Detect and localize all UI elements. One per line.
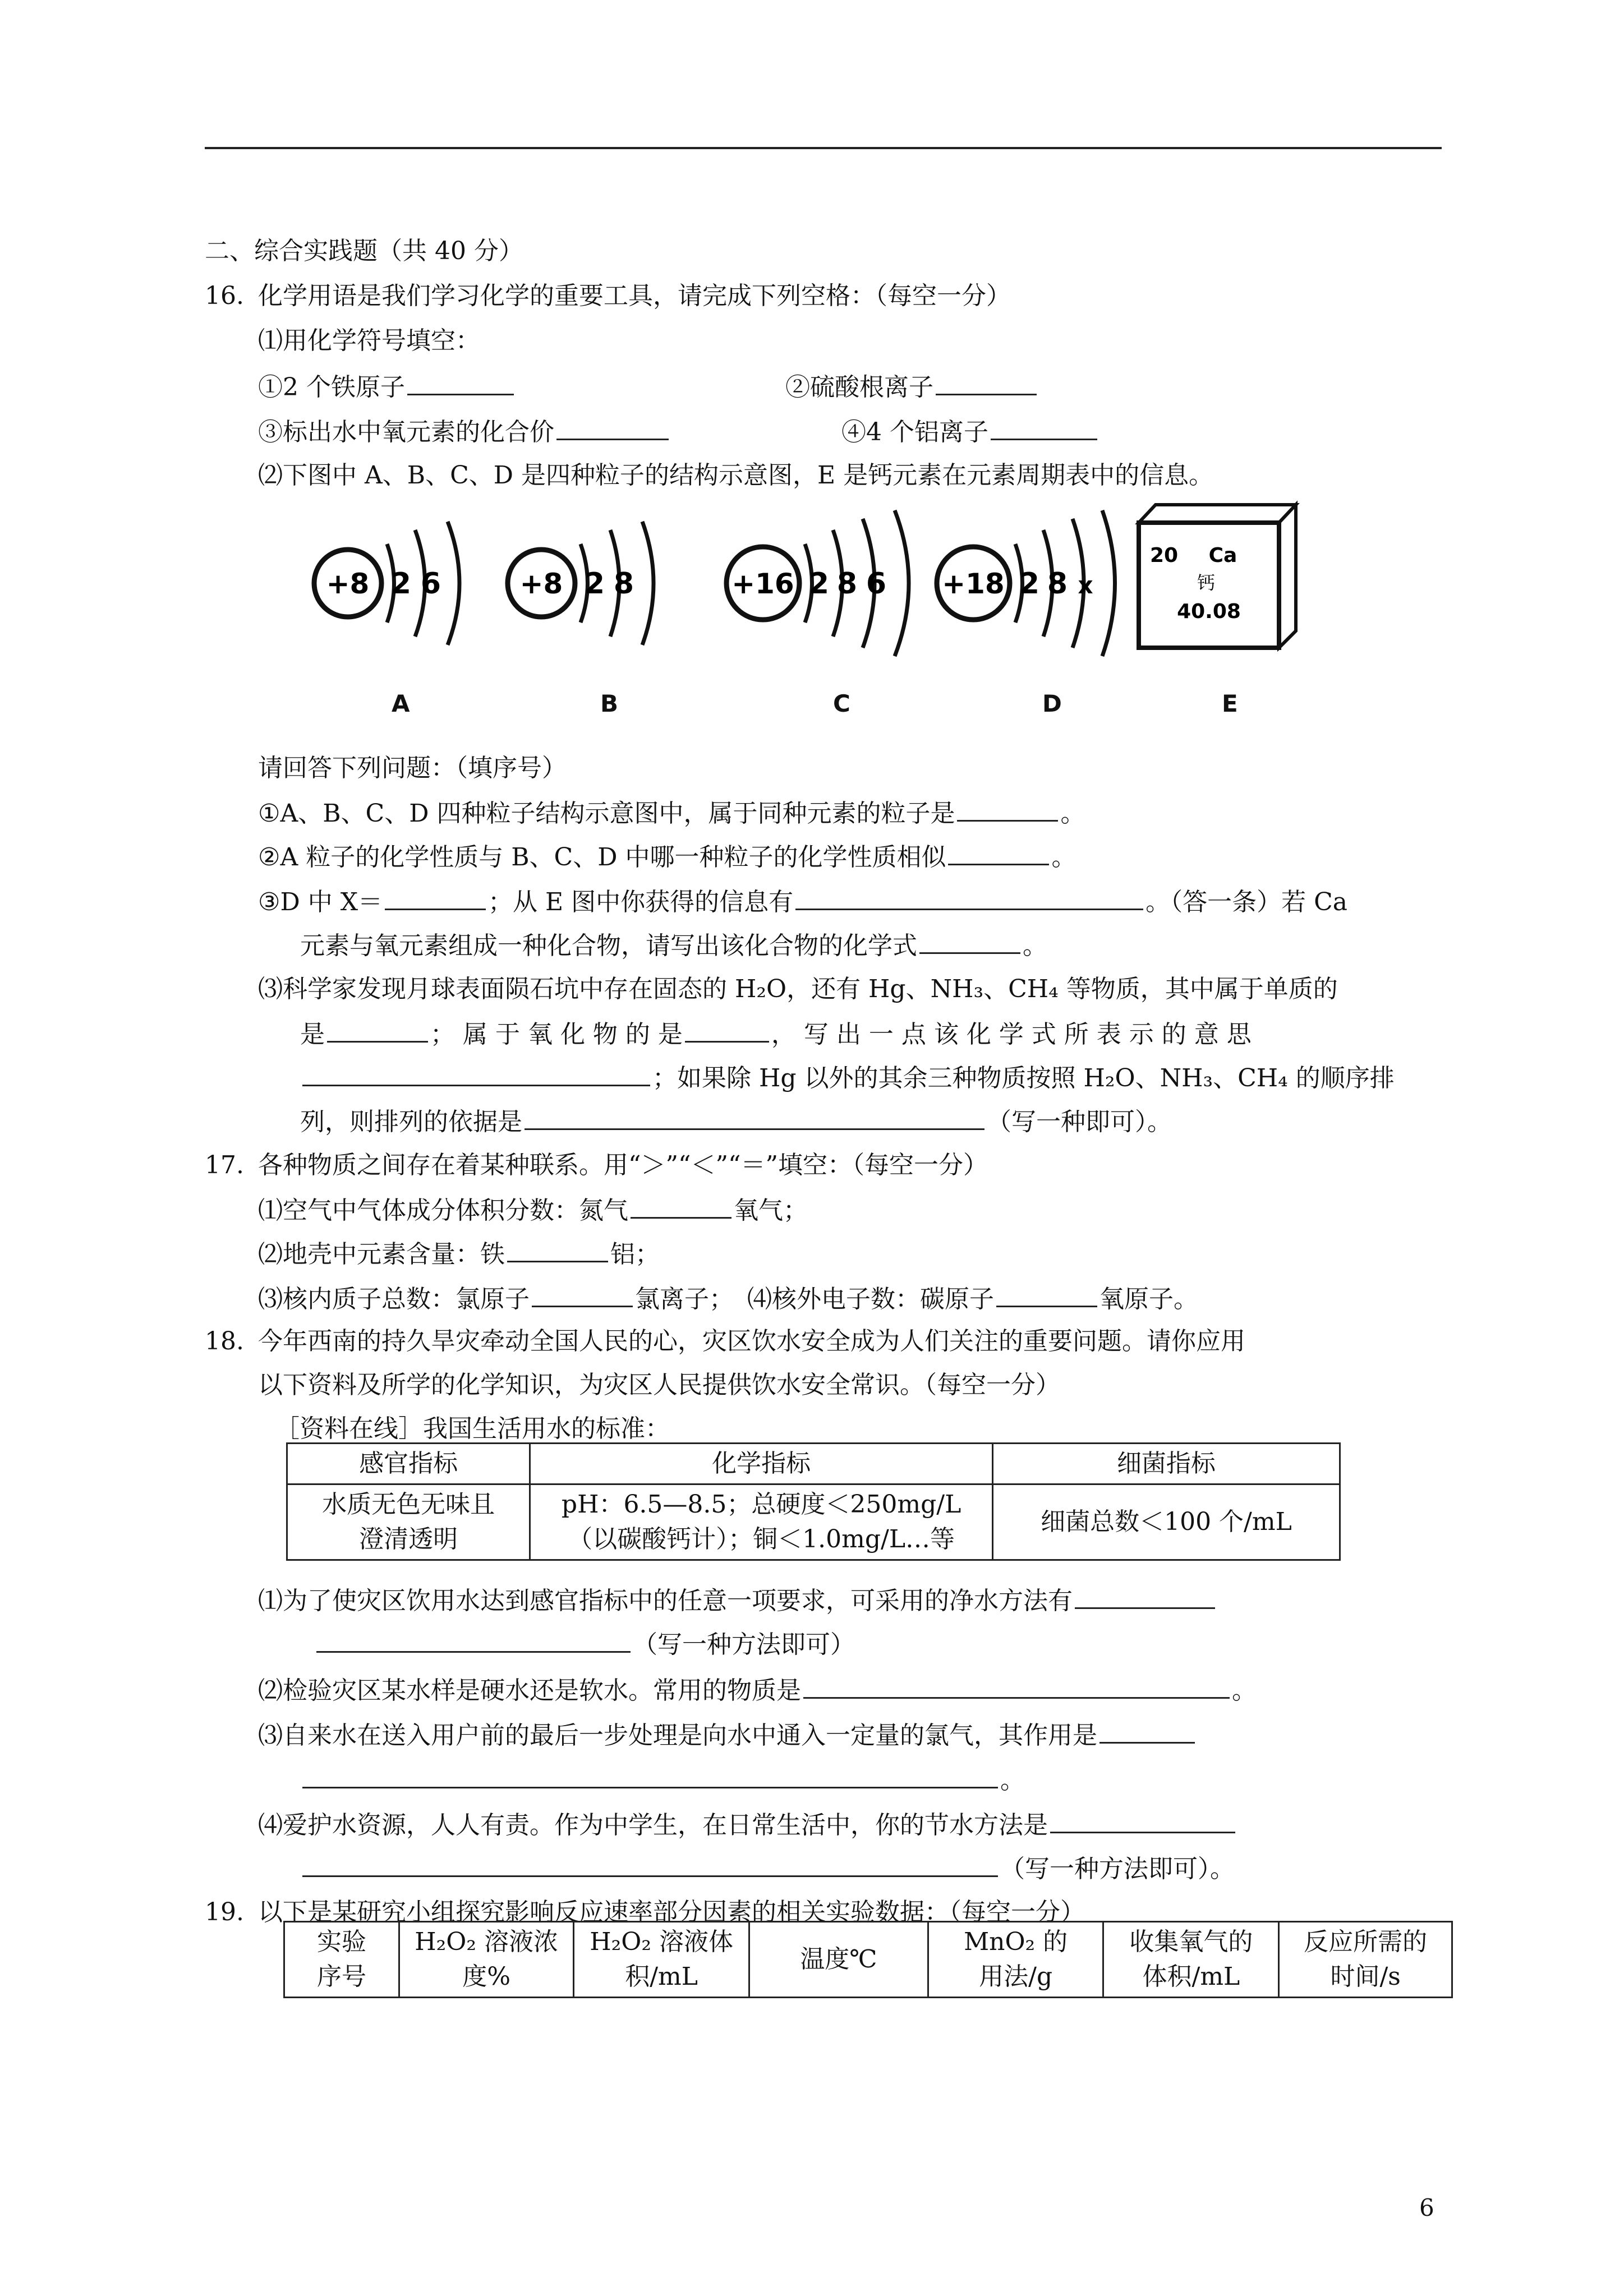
q16-part1-row2: ③标出水中氧元素的化合价 (258, 414, 671, 449)
figure-label-d: D (1042, 690, 1062, 717)
particle-structure-figure (303, 499, 1301, 740)
q16-answer1: ①A、B、C、D 四种粒子结构示意图中，属于同种元素的粒子是 。 (258, 795, 1085, 831)
particle-diagrams-svg (303, 499, 1301, 684)
question-number: 19. (205, 1898, 244, 1926)
answer-blank[interactable] (948, 839, 1049, 865)
q17-part2: ⑵地壳中元素含量：铁 铝； (258, 1236, 660, 1271)
answer-blank[interactable] (957, 795, 1058, 822)
answer-blank[interactable] (507, 1236, 608, 1262)
figure-label-e: E (1222, 690, 1238, 717)
q17-part1: ⑴空气中气体成分体积分数：氮气 氧气； (258, 1192, 808, 1228)
table-cell: 细菌总数＜100 个/mL (992, 1484, 1340, 1560)
q16-part1-row1b: ②硫酸根离子 (785, 369, 1039, 404)
figure-label-c: C (833, 690, 850, 717)
q18-part3-line1: ⑶自来水在送入用户前的最后一步处理是向水中通入一定量的氯气，其作用是 (258, 1717, 1197, 1753)
q16-answer3-line2: 元素与氧元素组成一种化合物，请写出该化合物的化学式 。 (300, 928, 1047, 963)
q18-part2: ⑵检验灾区某水样是硬水还是软水。常用的物质是 。 (258, 1672, 1257, 1708)
q16-part3-line1: ⑶科学家发现月球表面陨石坑中存在固态的 H₂O，还有 Hg、NH₃、CH₄ 等物质，其中属于单质的 (258, 975, 1338, 1003)
calcium-element-cell (1139, 505, 1296, 648)
svg-text:钙: 钙 (1197, 572, 1216, 593)
answer-blank[interactable] (795, 884, 1143, 910)
svg-text:6: 6 (420, 567, 441, 601)
svg-text:6: 6 (866, 567, 887, 601)
answer-blank[interactable] (302, 1851, 998, 1877)
q16-answer2: ②A 粒子的化学性质与 B、C、D 中哪一种粒子的化学性质相似 。 (258, 839, 1076, 874)
answer-blank[interactable] (996, 1281, 1097, 1307)
svg-text:+8: +8 (519, 568, 563, 600)
svg-text:8: 8 (613, 567, 634, 601)
answer-blank[interactable] (327, 1016, 428, 1043)
answer-blank[interactable] (936, 369, 1037, 395)
particle-a-diagram (314, 522, 459, 645)
svg-text:8: 8 (1047, 567, 1068, 601)
svg-text:+16: +16 (732, 568, 794, 600)
answer-blank[interactable] (407, 369, 514, 395)
q18-part4-line2: （写一种方法即可）。 (300, 1851, 1235, 1886)
q18-part3-line2: 。 (300, 1762, 1025, 1797)
svg-text:+8: +8 (326, 568, 370, 600)
table-header: 感官指标 (287, 1444, 530, 1484)
svg-text:20: 20 (1149, 544, 1179, 567)
answer-blank[interactable] (525, 1104, 984, 1130)
answer-blank[interactable] (556, 414, 669, 440)
svg-text:2: 2 (584, 567, 605, 601)
q16-stem: 16. 化学用语是我们学习化学的重要工具，请完成下列空格：（每空一分） (205, 279, 1011, 313)
svg-text:2: 2 (1019, 567, 1040, 601)
answer-blank[interactable] (302, 1060, 650, 1086)
q16-part1: ⑴用化学符号填空： (258, 326, 480, 355)
q16-part3-line3: ；如果除 Hg 以外的其余三种物质按照 H₂O、NH₃、CH₄ 的顺序排 (300, 1060, 1395, 1095)
svg-text:8: 8 (836, 567, 858, 601)
answer-blank[interactable] (385, 884, 486, 910)
q16-ask: 请回答下列问题：（填序号） (258, 754, 567, 782)
q19-stem: 19. 以下是某研究小组探究影响反应速率部分因素的相关实验数据：（每空一分） (205, 1896, 1085, 1929)
answer-blank[interactable] (685, 1016, 769, 1043)
answer-blank[interactable] (803, 1672, 1230, 1699)
table-header: H₂O₂ 溶液浓 度% (399, 1922, 574, 1998)
answer-blank[interactable] (991, 414, 1097, 440)
table-header: H₂O₂ 溶液体 积/mL (574, 1922, 749, 1998)
table-header: 温度℃ (749, 1922, 928, 1998)
water-standard-table (286, 1442, 1341, 1561)
reaction-rate-table (283, 1921, 1453, 1998)
q18-part1-line1: ⑴为了使灾区饮用水达到感官指标中的任意一项要求，可采用的净水方法有 (258, 1583, 1217, 1618)
table-header: 实验 序号 (284, 1922, 399, 1998)
particle-c-diagram (726, 510, 909, 656)
svg-text:2: 2 (390, 567, 412, 601)
q16-part1-row2b: ④4 个铝离子 (841, 414, 1099, 449)
q18-stem-line1: 18. 今年西南的持久旱灾牵动全国人民的心，灾区饮水安全成为人们关注的重要问题。请你应用 (205, 1325, 1245, 1358)
svg-text:+18: +18 (942, 568, 1005, 600)
svg-text:x: x (1078, 571, 1093, 599)
q16-part3-line2: 是 ； 属 于 氧 化 物 的 是 ， 写 出 一 点 该 化 学 式 所 表 示 的 意 思 (300, 1016, 1252, 1052)
table-header: 化学指标 (530, 1444, 993, 1484)
question-number: 17. (205, 1151, 244, 1179)
q16-answer3: ③D 中 X＝ ；从 E 图中你获得的信息有 。（答一条）若 Ca (258, 884, 1347, 919)
header-rule (205, 147, 1442, 149)
answer-blank[interactable] (1050, 1807, 1235, 1833)
table-header: 细菌指标 (992, 1444, 1340, 1484)
q17-stem: 17. 各种物质之间存在着某种联系。用“＞”“＜”“＝”填空：（每空一分） (205, 1149, 988, 1182)
answer-blank[interactable] (1075, 1583, 1215, 1609)
q16-part1-row1: ①2 个铁原子 (258, 369, 516, 404)
answer-blank[interactable] (919, 928, 1020, 954)
q18-info: ［资料在线］我国生活用水的标准： (275, 1414, 670, 1443)
q18-stem-line2: 以下资料及所学的化学知识，为灾区人民提供饮水安全常识。（每空一分） (258, 1371, 1060, 1399)
svg-text:2: 2 (808, 567, 830, 601)
table-cell: 水质无色无味且 澄清透明 (287, 1484, 530, 1560)
answer-blank[interactable] (316, 1626, 631, 1653)
question-number: 18. (205, 1327, 244, 1356)
table-header: 反应所需的 时间/s (1279, 1922, 1452, 1998)
particle-b-diagram (508, 522, 654, 645)
table-header: 收集氧气的 体积/mL (1103, 1922, 1279, 1998)
table-header: MnO₂ 的 用法/g (928, 1922, 1103, 1998)
svg-text:Ca: Ca (1208, 544, 1237, 567)
table-cell: pH：6.5—8.5；总硬度＜250mg/L （以碳酸钙计）；铜＜1.0mg/L…等 (530, 1484, 993, 1560)
q16-part2: ⑵下图中 A、B、C、D 是四种粒子的结构示意图，E 是钙元素在元素周期表中的信息。 (258, 461, 1214, 490)
figure-label-a: A (392, 690, 410, 717)
answer-blank[interactable] (302, 1762, 998, 1788)
q18-part4-line1: ⑷爱护水资源，人人有责。作为中学生，在日常生活中，你的节水方法是 (258, 1807, 1237, 1842)
particle-d-diagram (937, 510, 1115, 656)
question-number: 16. (205, 282, 244, 310)
page-number: 6 (1419, 2194, 1434, 2221)
answer-blank[interactable] (1099, 1717, 1195, 1744)
answer-blank[interactable] (631, 1192, 732, 1219)
svg-text:40.08: 40.08 (1177, 600, 1241, 623)
q18-part1-line2: （写一种方法即可） (314, 1626, 855, 1662)
q17-part3: ⑶核内质子总数：氯原子 氯离子； ⑷核外电子数：碳原子 氧原子。 (258, 1281, 1198, 1316)
q16-part3-line4: 列，则排列的依据是 （写一种即可）。 (300, 1104, 1172, 1139)
section-header: 二、综合实践题（共 40 分） (205, 237, 523, 265)
answer-blank[interactable] (532, 1281, 633, 1307)
figure-label-b: B (600, 690, 619, 717)
